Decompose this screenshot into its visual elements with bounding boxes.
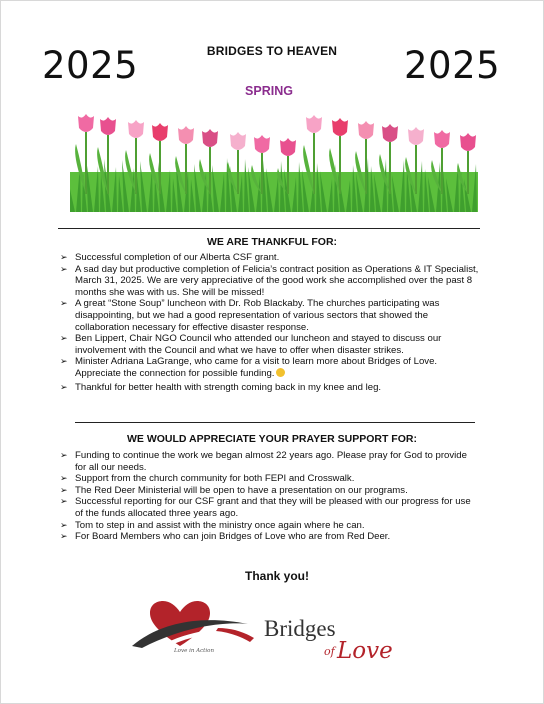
arrowhead-bullet-icon: ➢ (60, 496, 68, 507)
thankful-list (60, 252, 480, 393)
list-item: ➢ A sad day but productive completion of Felicia’s contract position as Operations & IT Specialist, March 31, 2025. We are very appreciative of the good work she accomplished over the past 8 months she was with us. She will be missed! (60, 263, 479, 298)
season-label: SPRING (245, 84, 293, 98)
arrowhead-bullet-icon: ➢ (60, 252, 68, 262)
list-item: ➢ Thankful for better health with strength coming back in my knee and leg. (60, 381, 382, 393)
arrowhead-bullet-icon: ➢ (60, 381, 68, 392)
arrowhead-bullet-icon: ➢ (60, 450, 68, 460)
arrowhead-bullet-icon: ➢ (60, 333, 68, 344)
newsletter-title: BRIDGES TO HEAVEN (206, 44, 338, 58)
arrowhead-bullet-icon: ➢ (60, 484, 68, 495)
list-item: ➢ Ben Lippert, Chair NGO Council who attended our luncheon and stayed to discuss our involvement with the Council and what we have to offer when disaster strikes. (60, 333, 442, 356)
list-item: ➢ For Board Members who can join Bridges of Love who are from Red Deer. (60, 531, 391, 543)
list-item: ➢ A great “Stone Soup” luncheon with Dr. Rob Blackaby. The churches participating was disappointing, but we had a good representation of various sectors that showed the collaboration necessary for effective disaster response. (60, 298, 440, 333)
arrowhead-bullet-icon: ➢ (60, 298, 68, 309)
logo-tagline: Love in Action (174, 648, 214, 654)
list-item: ➢ Funding to continue the work we began almost 22 years ago. Please pray for God to provide for all our needs. (60, 450, 467, 473)
list-item: ➢ Tom to step in and assist with the ministry once again where he can. (60, 519, 365, 531)
arrowhead-bullet-icon: ➢ (60, 473, 68, 484)
logo-wordmark-love: Love (337, 638, 393, 664)
thank-you-text: Thank you! (244, 569, 309, 583)
prayer-list (60, 450, 480, 543)
prayer-heading: WE WOULD APPRECIATE YOUR PRAYER SUPPORT FOR: (127, 433, 417, 445)
list-item: ➢ Successful reporting for our CSF grant and that they will be pleased with our progress for use of the funds allocated three years ago. (60, 496, 471, 519)
logo-wordmark-of: of (324, 645, 335, 658)
list-item: ➢ Successful completion of our Alberta CSF grant. (60, 252, 280, 263)
year-left: 2025 (42, 44, 139, 87)
arrowhead-bullet-icon: ➢ (60, 263, 68, 274)
smiley-face-icon (276, 368, 285, 377)
arrowhead-bullet-icon: ➢ (60, 356, 68, 367)
divider-middle (75, 422, 475, 423)
arrowhead-bullet-icon: ➢ (60, 519, 68, 530)
thankful-heading: WE ARE THANKFUL FOR: (206, 236, 338, 248)
arrowhead-bullet-icon: ➢ (60, 531, 68, 542)
divider-top (58, 228, 480, 229)
list-item: ➢ The Red Deer Ministerial will be open to have a presentation on our programs. (60, 484, 408, 496)
logo-wordmark-bridges: Bridges (264, 616, 336, 641)
tulip-banner-image (70, 102, 478, 212)
bridges-of-love-logo (128, 598, 398, 668)
year-right: 2025 (404, 44, 501, 87)
list-item: ➢ Minister Adriana LaGrange, who came for a visit to learn more about Bridges of Love. Appreciate the connection for possible funding. (60, 356, 438, 379)
list-item: ➢ Support from the church community for both FEPI and Crosswalk. (60, 473, 355, 485)
